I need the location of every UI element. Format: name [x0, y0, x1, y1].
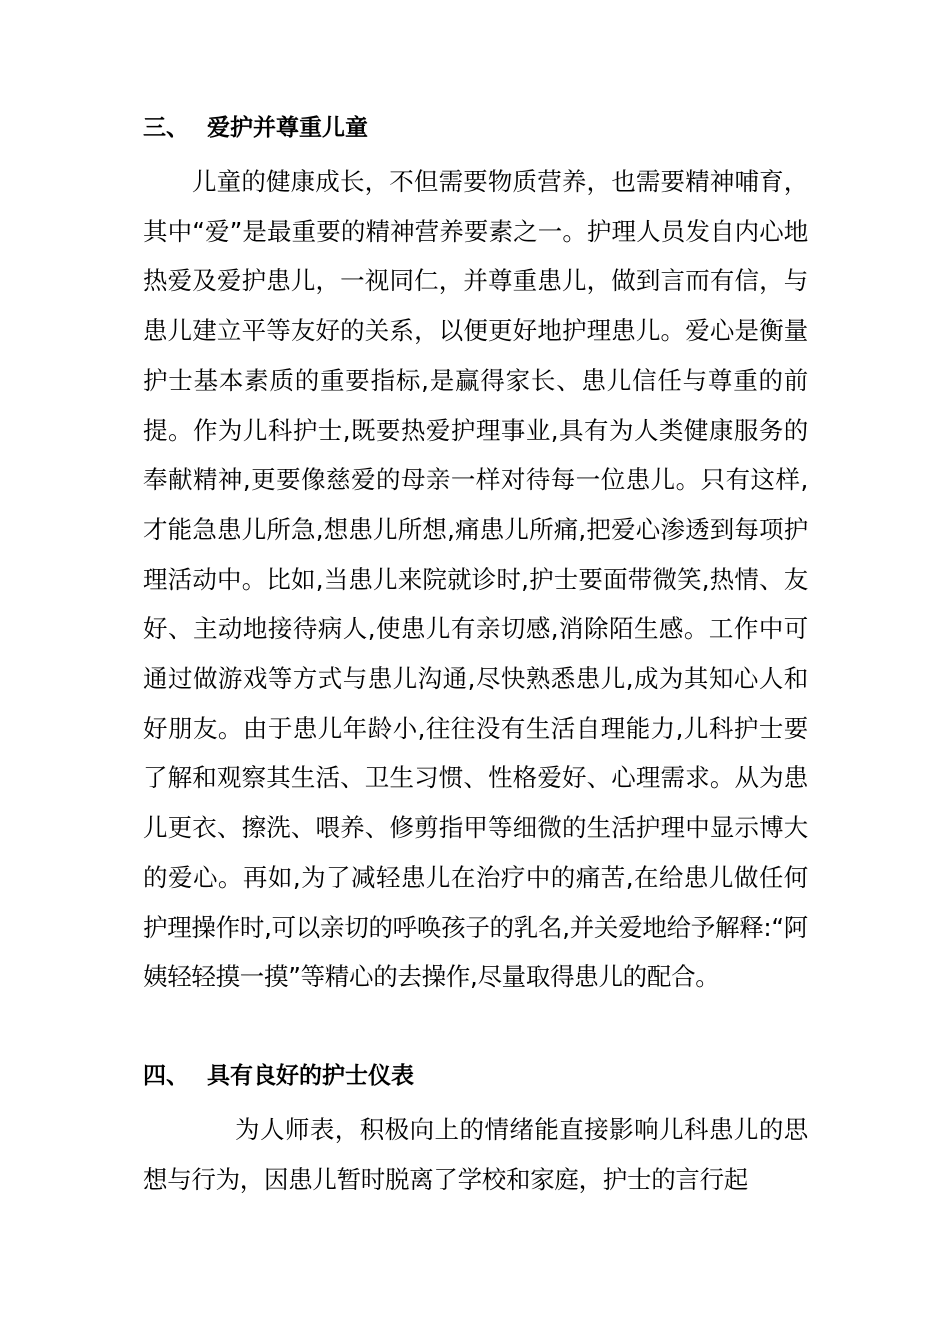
section-number: 三、	[143, 115, 189, 141]
section-title: 爱护并尊重儿童	[207, 115, 368, 141]
section-heading	[143, 1061, 808, 1091]
section-paragraph: 儿童的健康成长，不但需要物质营养，也需要精神哺育，其中“爱”是最重要的精神营养要素之一。护理人员发自内心地热爱及爱护患儿，一视同仁，并尊重患儿，做到言而有信，与患儿建立平等友好的关系，以便更好地护理患儿。爱心是衡量护士基本素质的重要指标,是赢得家长、患儿信任与尊重的前提。作为儿科护士,既要热爱护理事业,具有为人类健康服务的奉献精神,更要像慈爱的母亲一样对待每一位患儿。只有这样,才能急患儿所急,想患儿所想,痛患儿所痛,把爱心渗透到每项护理活动中。比如,当患儿来院就诊时,护士要面带微笑,热情、友好、主动地接待病人,使患儿有亲切感,消除陌生感。工作中可通过做游戏等方式与患儿沟通,尽快熟悉患儿,成为其知心人和好朋友。由于患儿年龄小,往往没有生活自理能力,儿科护士要了解和观察其生活、卫生习惯、性格爱好、心理需求。从为患儿更衣、擦洗、喂养、修剪指甲等细微的生活护理中显示博大的爱心。再如,为了减轻患儿在治疗中的痛苦,在给患儿做任何护理操作时,可以亲切的呼唤孩子的乳名,并关爱地给予解释:“阿姨轻轻摸一摸”等精心的去操作,尽量取得患儿的配合。	[143, 167, 808, 992]
section-paragraph: 为人师表，积极向上的情绪能直接影响儿科患儿的思想与行为，因患儿暂时脱离了学校和家庭，护士的言行起	[143, 1115, 808, 1194]
document-page	[143, 0, 808, 1344]
section-number: 四、	[143, 1063, 189, 1089]
section-title: 具有良好的护士仪表	[207, 1063, 414, 1089]
section-heading	[143, 113, 808, 143]
